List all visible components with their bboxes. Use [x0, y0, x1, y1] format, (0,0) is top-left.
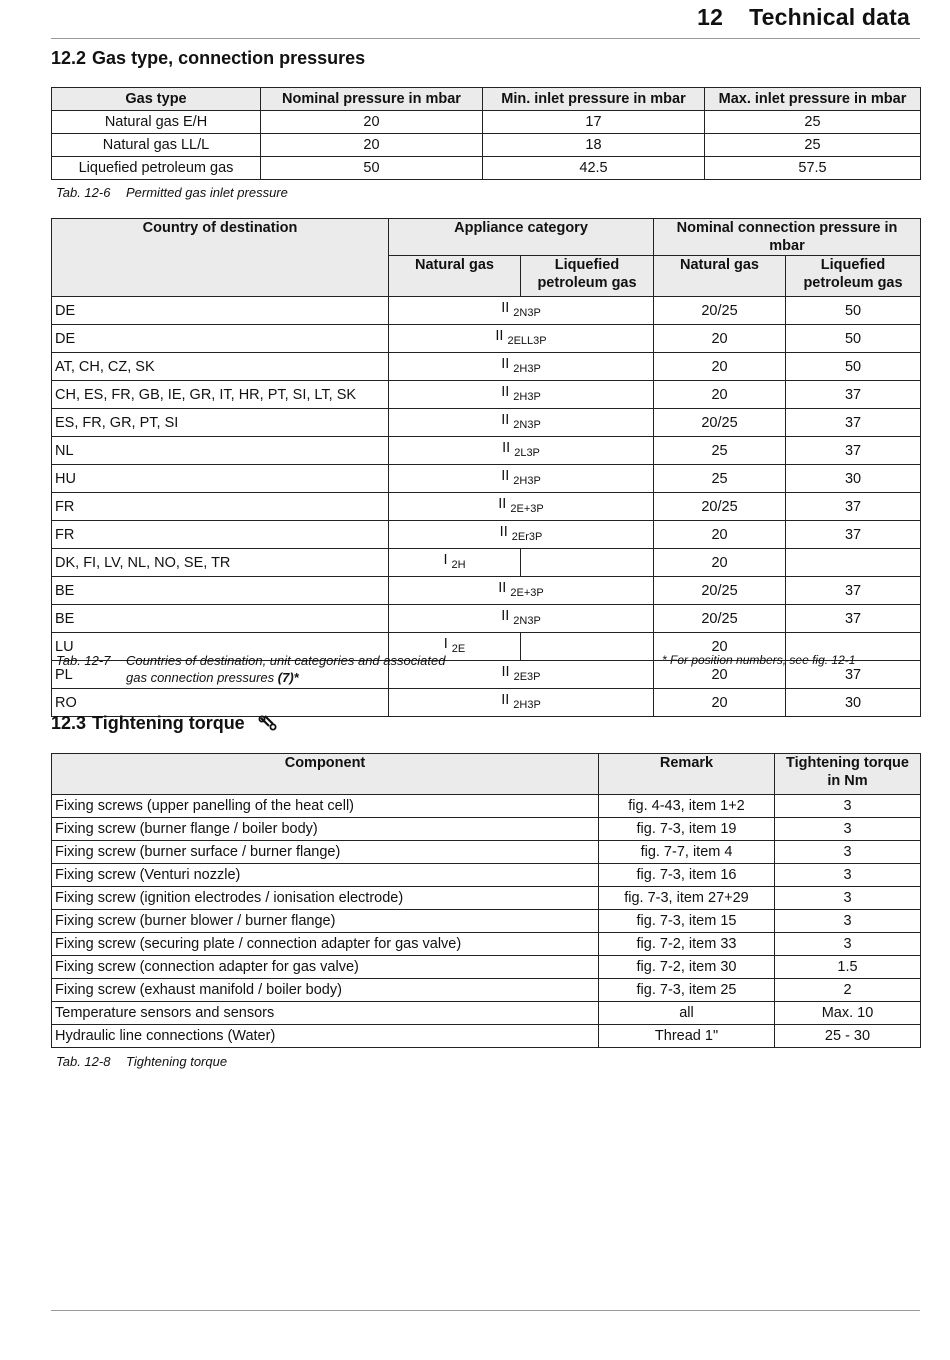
- category-subscript: 2E+3P: [510, 587, 544, 599]
- country-cell: FR: [52, 521, 389, 549]
- category-cell: [389, 577, 654, 605]
- category-subscript: 2H3P: [513, 475, 541, 487]
- table-caption: Tab. 12-7 Countries of destination, unit categories and associated: [56, 653, 446, 668]
- table-cell: Fixing screw (burner surface / burner flange): [52, 841, 599, 864]
- table-row: [52, 818, 921, 841]
- natural-gas-pressure-cell: 20/25: [654, 493, 786, 521]
- table-row: [52, 577, 921, 605]
- section-number: 12.2: [51, 48, 87, 68]
- table-cell: Fixing screw (burner flange / boiler body): [52, 818, 599, 841]
- table-caption-continued: gas connection pressures (7)*: [126, 670, 299, 685]
- page-header: [697, 4, 910, 31]
- table-cell: Temperature sensors and sensors: [52, 1002, 599, 1025]
- category-cell: [389, 325, 654, 353]
- category-subscript: 2E3P: [513, 671, 541, 683]
- natural-gas-pressure-cell: 20: [654, 381, 786, 409]
- table-cell: fig. 7-3, item 15: [599, 910, 775, 933]
- table-row: [52, 1002, 921, 1025]
- table-cell: 25: [705, 111, 921, 134]
- table-row: [52, 134, 921, 157]
- lpg-pressure-cell: 37: [786, 437, 921, 465]
- country-cell: PL: [52, 661, 389, 689]
- category-class: II: [501, 664, 510, 680]
- table-cell: 25: [705, 134, 921, 157]
- table-row: [52, 465, 921, 493]
- category-cell: [389, 493, 654, 521]
- table-row: [52, 841, 921, 864]
- natural-gas-pressure-cell: 20/25: [654, 297, 786, 325]
- category-cell: [389, 521, 654, 549]
- lpg-pressure-cell: 30: [786, 465, 921, 493]
- column-header: Remark: [599, 754, 775, 795]
- table-cell: 3: [775, 933, 921, 956]
- header-appliance-category: Appliance category: [389, 219, 654, 256]
- category-class: II: [501, 300, 510, 316]
- category-subscript: 2E: [451, 643, 466, 655]
- table-row: [52, 1025, 921, 1048]
- lpg-pressure-cell: 50: [786, 297, 921, 325]
- table-cell: 1.5: [775, 956, 921, 979]
- country-cell: AT, CH, CZ, SK: [52, 353, 389, 381]
- table-cell: fig. 7-3, item 25: [599, 979, 775, 1002]
- category-subscript: 2H: [451, 559, 466, 571]
- category-class: II: [501, 384, 510, 400]
- country-cell: RO: [52, 689, 389, 717]
- category-class: II: [501, 468, 510, 484]
- category-class: II: [501, 608, 510, 624]
- subheader-natural-gas: Natural gas: [654, 256, 786, 297]
- lpg-pressure-cell: 37: [786, 381, 921, 409]
- country-cell: NL: [52, 437, 389, 465]
- category-cell: [389, 297, 654, 325]
- table-caption: Tab. 12-6 Permitted gas inlet pressure: [56, 185, 288, 200]
- natural-gas-pressure-cell: 20: [654, 325, 786, 353]
- table-cell: fig. 7-3, item 27+29: [599, 887, 775, 910]
- table-cell: fig. 7-2, item 30: [599, 956, 775, 979]
- section-number: 12.3: [51, 713, 87, 733]
- country-cell: LU: [52, 633, 389, 661]
- empty-cell: [521, 549, 654, 577]
- table-row: [52, 549, 921, 577]
- natural-gas-pressure-cell: 20: [654, 689, 786, 717]
- lpg-pressure-cell: [786, 549, 921, 577]
- lpg-pressure-cell: 37: [786, 409, 921, 437]
- natural-gas-pressure-cell: 20: [654, 661, 786, 689]
- table-row: [52, 409, 921, 437]
- table-cell: Fixing screws (upper panelling of the heat cell): [52, 795, 599, 818]
- header-divider: [51, 38, 920, 39]
- table-cell: fig. 7-3, item 16: [599, 864, 775, 887]
- table-row: [52, 353, 921, 381]
- table-cell: Natural gas LL/L: [52, 134, 261, 157]
- country-cell: BE: [52, 577, 389, 605]
- footer-divider: [51, 1310, 920, 1311]
- table-cell: Hydraulic line connections (Water): [52, 1025, 599, 1048]
- table-row: [52, 437, 921, 465]
- table-cell: 3: [775, 864, 921, 887]
- table-cell: Fixing screw (securing plate / connection adapter for gas valve): [52, 933, 599, 956]
- table-cell: Fixing screw (Venturi nozzle): [52, 864, 599, 887]
- country-cell: ES, FR, GR, PT, SI: [52, 409, 389, 437]
- category-class: II: [501, 356, 510, 372]
- section-heading-12-3: [51, 713, 278, 736]
- table-row: [52, 910, 921, 933]
- category-subscript: 2H3P: [513, 363, 541, 375]
- table-row: [52, 887, 921, 910]
- table-cell: all: [599, 1002, 775, 1025]
- table-row: [52, 157, 921, 180]
- tightening-torque-table: [51, 753, 921, 1048]
- natural-gas-pressure-cell: 25: [654, 465, 786, 493]
- lpg-pressure-cell: 37: [786, 577, 921, 605]
- table-cell: Fixing screw (burner blower / burner flange): [52, 910, 599, 933]
- table-cell: Max. 10: [775, 1002, 921, 1025]
- column-header: Component: [52, 754, 599, 795]
- category-cell: [389, 689, 654, 717]
- subheader-lpg: Liquefied petroleum gas: [786, 256, 921, 297]
- category-cell: [389, 549, 521, 577]
- table-row: [52, 297, 921, 325]
- table-cell: 50: [261, 157, 483, 180]
- table-cell: 42.5: [483, 157, 705, 180]
- lpg-pressure-cell: 37: [786, 661, 921, 689]
- category-class: I: [443, 552, 448, 568]
- empty-cell: [521, 633, 654, 661]
- column-header: Min. inlet pressure in mbar: [483, 88, 705, 111]
- column-header: Tightening torque in Nm: [775, 754, 921, 795]
- table-row: [52, 864, 921, 887]
- category-class: II: [499, 524, 508, 540]
- footnote: * For position numbers, see fig. 12-1: [662, 653, 856, 667]
- table-cell: 20: [261, 111, 483, 134]
- table-cell: Fixing screw (connection adapter for gas valve): [52, 956, 599, 979]
- table-cell: 2: [775, 979, 921, 1002]
- category-subscript: 2ELL3P: [507, 335, 547, 347]
- lpg-pressure-cell: 37: [786, 493, 921, 521]
- country-cell: FR: [52, 493, 389, 521]
- category-class: II: [502, 440, 511, 456]
- table-row: [52, 381, 921, 409]
- table-cell: 3: [775, 841, 921, 864]
- category-class: II: [495, 328, 504, 344]
- country-cell: DE: [52, 297, 389, 325]
- header-connection-pressure: Nominal connection pressure in mbar: [654, 219, 921, 256]
- header-country: Country of destination: [52, 219, 389, 297]
- table-row: [52, 325, 921, 353]
- category-class: II: [501, 412, 510, 428]
- subheader-lpg: Liquefied petroleum gas: [521, 256, 654, 297]
- category-cell: [389, 353, 654, 381]
- table-cell: 3: [775, 795, 921, 818]
- table-cell: fig. 7-2, item 33: [599, 933, 775, 956]
- table-cell: Thread 1": [599, 1025, 775, 1048]
- natural-gas-pressure-cell: 20/25: [654, 577, 786, 605]
- table-cell: Fixing screw (ignition electrodes / ionisation electrode): [52, 887, 599, 910]
- natural-gas-pressure-cell: 20: [654, 549, 786, 577]
- natural-gas-pressure-cell: 25: [654, 437, 786, 465]
- column-header: Nominal pressure in mbar: [261, 88, 483, 111]
- chapter-number: 12: [697, 4, 724, 30]
- country-cell: DE: [52, 325, 389, 353]
- gas-inlet-pressure-table: [51, 87, 921, 180]
- table-cell: 57.5: [705, 157, 921, 180]
- natural-gas-pressure-cell: 20: [654, 521, 786, 549]
- category-class: II: [498, 496, 507, 512]
- category-subscript: 2Er3P: [511, 531, 543, 543]
- category-subscript: 2N3P: [513, 615, 541, 627]
- table-row: [52, 979, 921, 1002]
- table-cell: 25 - 30: [775, 1025, 921, 1048]
- country-cell: DK, FI, LV, NL, NO, SE, TR: [52, 549, 389, 577]
- table-cell: Natural gas E/H: [52, 111, 261, 134]
- subheader-natural-gas: Natural gas: [389, 256, 521, 297]
- natural-gas-pressure-cell: 20: [654, 353, 786, 381]
- category-cell: [389, 409, 654, 437]
- category-class: I: [443, 636, 448, 652]
- table-cell: fig. 7-7, item 4: [599, 841, 775, 864]
- category-cell: [389, 605, 654, 633]
- table-row: [52, 956, 921, 979]
- table-cell: fig. 4-43, item 1+2: [599, 795, 775, 818]
- section-heading-12-2: [51, 48, 365, 69]
- category-subscript: 2N3P: [513, 307, 541, 319]
- section-title: Gas type, connection pressures: [92, 48, 366, 68]
- lpg-pressure-cell: 50: [786, 353, 921, 381]
- section-title: Tightening torque: [92, 713, 245, 733]
- category-class: II: [501, 692, 510, 708]
- country-cell: HU: [52, 465, 389, 493]
- table-cell: Fixing screw (exhaust manifold / boiler body): [52, 979, 599, 1002]
- table-row: [52, 795, 921, 818]
- table-caption: Tab. 12-8 Tightening torque: [56, 1054, 228, 1069]
- category-cell: [389, 437, 654, 465]
- country-category-table: [51, 218, 921, 717]
- country-cell: CH, ES, FR, GB, IE, GR, IT, HR, PT, SI, LT, SK: [52, 381, 389, 409]
- category-cell: [389, 381, 654, 409]
- category-subscript: 2H3P: [513, 699, 541, 711]
- column-header: Max. inlet pressure in mbar: [705, 88, 921, 111]
- natural-gas-pressure-cell: 20/25: [654, 409, 786, 437]
- table-cell: 3: [775, 818, 921, 841]
- country-cell: BE: [52, 605, 389, 633]
- column-header: Gas type: [52, 88, 261, 111]
- natural-gas-pressure-cell: 20: [654, 633, 786, 661]
- table-row: [52, 933, 921, 956]
- natural-gas-pressure-cell: 20/25: [654, 605, 786, 633]
- wrench-icon: [258, 715, 278, 736]
- table-cell: 3: [775, 887, 921, 910]
- table-cell: 17: [483, 111, 705, 134]
- category-cell: [389, 465, 654, 493]
- lpg-pressure-cell: 30: [786, 689, 921, 717]
- table-row: [52, 521, 921, 549]
- category-subscript: 2E+3P: [510, 503, 544, 515]
- category-class: II: [498, 580, 507, 596]
- category-subscript: 2L3P: [514, 447, 540, 459]
- lpg-pressure-cell: 50: [786, 325, 921, 353]
- table-row: [52, 493, 921, 521]
- category-subscript: 2H3P: [513, 391, 541, 403]
- table-cell: Liquefied petroleum gas: [52, 157, 261, 180]
- category-subscript: 2N3P: [513, 419, 541, 431]
- table-cell: 20: [261, 134, 483, 157]
- table-cell: 18: [483, 134, 705, 157]
- chapter-title: Technical data: [749, 4, 910, 30]
- table-cell: fig. 7-3, item 19: [599, 818, 775, 841]
- table-row: [52, 111, 921, 134]
- table-cell: 3: [775, 910, 921, 933]
- table-row: [52, 605, 921, 633]
- lpg-pressure-cell: 37: [786, 521, 921, 549]
- lpg-pressure-cell: 37: [786, 605, 921, 633]
